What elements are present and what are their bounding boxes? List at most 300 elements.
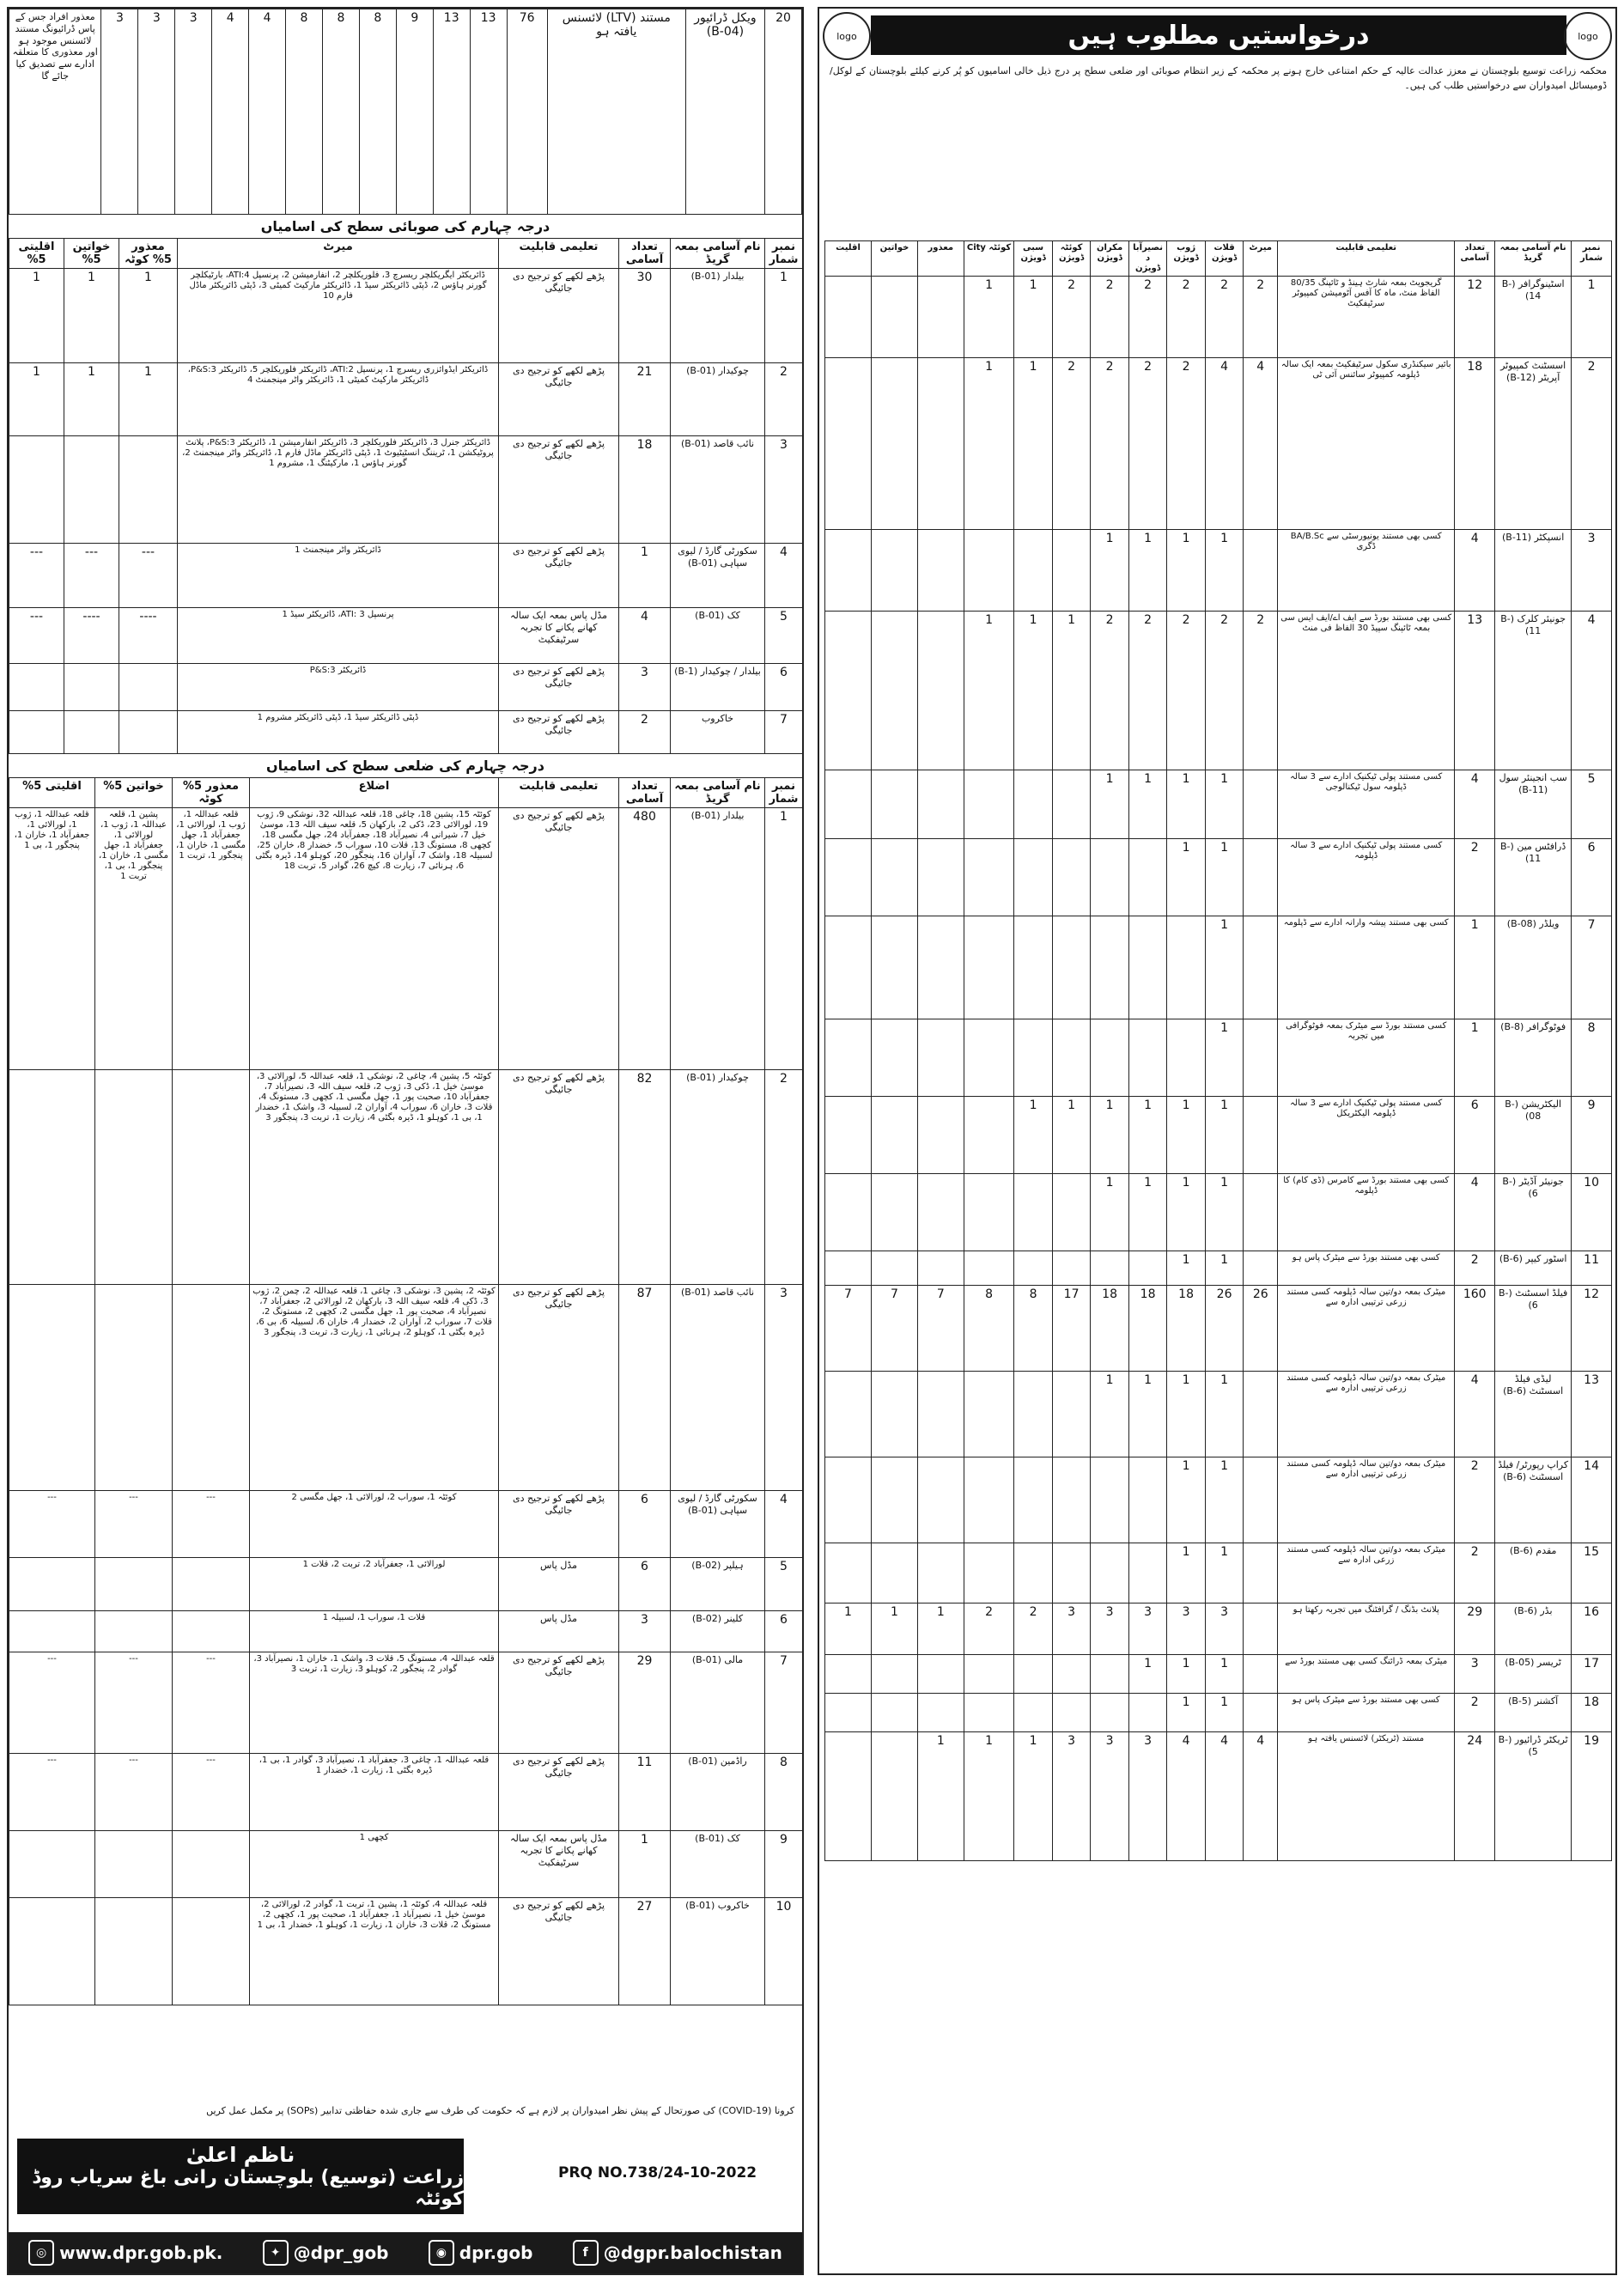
division-count: 2 bbox=[1128, 358, 1167, 530]
division-count bbox=[964, 1251, 1014, 1286]
qualification: کسی مستند پولی ٹیکنیک ادارے سے 3 سالہ ڈپلومہ bbox=[1278, 839, 1455, 916]
post-count: 1 bbox=[1455, 916, 1495, 1019]
globe-icon: ◎ bbox=[28, 2240, 54, 2266]
division-count bbox=[825, 1251, 872, 1286]
post-count: 6 bbox=[1455, 1097, 1495, 1174]
division-count bbox=[872, 1174, 918, 1251]
women-quota bbox=[95, 1070, 173, 1285]
division-count: 2 bbox=[1167, 277, 1206, 358]
division-count bbox=[917, 1694, 964, 1732]
merit-allocation: ڈائریکٹر P&S:3 bbox=[178, 664, 499, 711]
division-count: 3 bbox=[1091, 1603, 1129, 1655]
minority-quota bbox=[9, 1611, 95, 1652]
division-count bbox=[917, 839, 964, 916]
division-count: 1 bbox=[1128, 1174, 1167, 1251]
qualification: میٹرک بمعہ دو/تین سالہ ڈپلومہ کسی مستند زرعی ترتیبی ادارہ سے bbox=[1278, 1286, 1455, 1372]
instagram-text: dpr.gob bbox=[459, 2242, 533, 2263]
driver-col: 13 bbox=[433, 9, 470, 215]
covid-note: کرونا (COVID-19) کی صورتحال کے پیش نظر امیدواران پر لازم ہے کہ حکومت کی طرف سے جاری شدہ حفاظتی تدابیر (SOPs) پر مکمل عمل کریں bbox=[206, 2105, 794, 2116]
page-title: درخواستیں مطلوب ہیں bbox=[871, 15, 1566, 55]
division-count: 18 bbox=[1167, 1286, 1206, 1372]
division-count: 2 bbox=[1244, 612, 1278, 770]
qualification: پڑھے لکھے کو ترجیح دی جائیگی bbox=[499, 1491, 619, 1558]
table-row bbox=[825, 277, 1612, 358]
division-count bbox=[1052, 770, 1091, 839]
division-count bbox=[964, 770, 1014, 839]
row-number: 15 bbox=[1572, 1543, 1612, 1603]
post-name: فوٹوگرافر (B-8) bbox=[1495, 1019, 1572, 1097]
division-count: 1 bbox=[872, 1603, 918, 1655]
row-number: 8 bbox=[1572, 1019, 1612, 1097]
division-count bbox=[964, 1372, 1014, 1457]
qualification: کسی مستند بورڈ سے میٹرک بمعہ فوٹوگرافی میں تجربہ bbox=[1278, 1019, 1455, 1097]
post-name: جونیئر کلرک (B-11) bbox=[1495, 612, 1572, 770]
division-count: 1 bbox=[1205, 530, 1244, 612]
driver-row-table bbox=[9, 9, 802, 215]
post-count: 4 bbox=[1455, 1372, 1495, 1457]
minority-quota bbox=[9, 1831, 95, 1898]
post-name: آکشنر (B-5) bbox=[1495, 1694, 1572, 1732]
merit-allocation: ڈائریکٹر ایگریکلچر ریسرچ 3، فلوریکلچر 2، انفارمیشن 2، پرنسپل ATI:4، بارٹیکلچر گورنر ہاؤس 2، ڈپٹی ڈائریکٹر سیڈ 1، ڈائریکٹر مارکیٹ کمیٹی 3، ڈپٹی ڈائریکٹر ماڈل فارم 10 bbox=[178, 269, 499, 363]
column-header: مکران ڈویژن bbox=[1091, 241, 1129, 277]
minority-quota: --- bbox=[9, 1652, 95, 1754]
row-number: 3 bbox=[765, 436, 803, 544]
logo-right: logo bbox=[1564, 12, 1612, 60]
division-count bbox=[872, 1694, 918, 1732]
division-count: 1 bbox=[1052, 612, 1091, 770]
post-name: الیکٹریشن (B-08) bbox=[1495, 1097, 1572, 1174]
row-number: 1 bbox=[765, 269, 803, 363]
division-count bbox=[1052, 916, 1091, 1019]
division-count: 1 bbox=[1205, 916, 1244, 1019]
division-count bbox=[1014, 1019, 1053, 1097]
division-count bbox=[1244, 1655, 1278, 1694]
qualification: پڑھے لکھے کو ترجیح دی جائیگی bbox=[499, 1652, 619, 1754]
column-header: تعلیمی قابلیت bbox=[499, 778, 619, 808]
division-count bbox=[872, 1732, 918, 1861]
division-count bbox=[1052, 1019, 1091, 1097]
website-link[interactable] bbox=[28, 2240, 222, 2266]
division-count bbox=[1167, 1019, 1206, 1097]
post-name: راڈمین (B-01) bbox=[671, 1754, 765, 1831]
division-count bbox=[917, 1019, 964, 1097]
post-count: 480 bbox=[619, 808, 671, 1070]
disabled-quota bbox=[173, 1070, 250, 1285]
post-name: چوکیدار (B-01) bbox=[671, 1070, 765, 1285]
division-count bbox=[825, 1655, 872, 1694]
division-count: 1 bbox=[1014, 277, 1053, 358]
division-count: 1 bbox=[1167, 530, 1206, 612]
table-row bbox=[9, 1831, 803, 1898]
social-bar bbox=[9, 2232, 802, 2273]
women-quota bbox=[64, 664, 119, 711]
division-count: 1 bbox=[1167, 1655, 1206, 1694]
division-count bbox=[964, 1019, 1014, 1097]
division-count: 1 bbox=[917, 1732, 964, 1861]
post-name: بیلدار (B-01) bbox=[671, 269, 765, 363]
division-count bbox=[1052, 1457, 1091, 1543]
division-count: 1 bbox=[917, 1603, 964, 1655]
qualification: پڑھے لکھے کو ترجیح دی جائیگی bbox=[499, 544, 619, 608]
post-name: ٹریسر (B-05) bbox=[1495, 1655, 1572, 1694]
post-count: 11 bbox=[619, 1754, 671, 1831]
twitter-icon: ✦ bbox=[263, 2240, 289, 2266]
qualification: پڑھے لکھے کو ترجیح دی جائیگی bbox=[499, 363, 619, 436]
column-header: ژوب ڈویژن bbox=[1167, 241, 1206, 277]
division-count bbox=[917, 1543, 964, 1603]
division-count: 4 bbox=[1167, 1732, 1206, 1861]
column-header: تعداد آسامی bbox=[1455, 241, 1495, 277]
row-number: 11 bbox=[1572, 1251, 1612, 1286]
post-name: سکورٹی گارڈ / لیوی سپاہی (B-01) bbox=[671, 1491, 765, 1558]
women-quota: --- bbox=[64, 544, 119, 608]
post-count: 3 bbox=[619, 1611, 671, 1652]
table-row bbox=[825, 1251, 1612, 1286]
division-count: 1 bbox=[1091, 1372, 1129, 1457]
district-table bbox=[9, 777, 803, 2005]
row-number: 2 bbox=[1572, 358, 1612, 530]
division-count: 1 bbox=[1205, 1694, 1244, 1732]
division-count: 1 bbox=[1091, 770, 1129, 839]
division-count bbox=[1052, 530, 1091, 612]
facebook-text: @dgpr.balochistan bbox=[603, 2242, 782, 2263]
division-count bbox=[1128, 916, 1167, 1019]
division-count bbox=[1244, 770, 1278, 839]
minority-quota: قلعہ عبداللہ 1، ژوب 1، لورالائی 1، جعفرآباد 1، خاران 1، پنجگور 1، بی 1 bbox=[9, 808, 95, 1070]
instagram-link[interactable] bbox=[429, 2240, 533, 2266]
post-name: خاکروب (B-01) bbox=[671, 1898, 765, 2005]
row-number: 9 bbox=[1572, 1097, 1612, 1174]
column-header: خواتین 5% bbox=[95, 778, 173, 808]
post-count: 18 bbox=[1455, 358, 1495, 530]
minority-quota: 1 bbox=[9, 269, 64, 363]
disabled-quota: --- bbox=[173, 1754, 250, 1831]
post-count: 4 bbox=[1455, 530, 1495, 612]
disabled-quota bbox=[119, 711, 178, 754]
disabled-quota: قلعہ عبداللہ 1، ژوب 1، لورالائی 1، جعفرآباد 1، جھل مگسی 1، خاران 1، پنجگور 1، تربت 1 bbox=[173, 808, 250, 1070]
division-count bbox=[1128, 839, 1167, 916]
post-count: 30 bbox=[619, 269, 671, 363]
division-count: 3 bbox=[1205, 1603, 1244, 1655]
row-number: 17 bbox=[1572, 1655, 1612, 1694]
women-quota: پشین 1، قلعہ عبداللہ 1، ژوب 1، لورالائی 1، جعفرآباد 1، جھل مگسی 1، خاران 1، پنجگور 1، بی 1، تربت 1 bbox=[95, 808, 173, 1070]
table-row bbox=[9, 711, 803, 754]
qualification: مستند (ٹریکٹر) لائسنس یافتہ ہو bbox=[1278, 1732, 1455, 1861]
table-row bbox=[825, 1732, 1612, 1861]
division-count: 18 bbox=[1091, 1286, 1129, 1372]
division-count bbox=[1244, 1097, 1278, 1174]
post-name: لیڈی فیلڈ اسسٹنٹ (B-6) bbox=[1495, 1372, 1572, 1457]
women-quota bbox=[64, 711, 119, 754]
row-number: 4 bbox=[1572, 612, 1612, 770]
division-count: 18 bbox=[1128, 1286, 1167, 1372]
division-count: 1 bbox=[1167, 1097, 1206, 1174]
division-count: 1 bbox=[1167, 1694, 1206, 1732]
table-row bbox=[825, 612, 1612, 770]
women-quota: --- bbox=[95, 1652, 173, 1754]
facebook-icon: f bbox=[573, 2240, 599, 2266]
division-count: 2 bbox=[1128, 612, 1167, 770]
table-row bbox=[825, 1174, 1612, 1251]
women-quota: 1 bbox=[64, 363, 119, 436]
district-allocation: کوئٹہ 5، پشین 4، چاغی 2، نوشکی 1، قلعہ عبداللہ 5، لورالائی 3، موسیٰ خیل 1، ڈکی 3، ژوب 2، قلعہ سیف اللہ 3، نصیرآباد 7، جعفرآباد 10، صحبت پور 1، جھل مگسی 1، کچھی 3، مستونگ 4، قلات 3، خاران 6، سوراب 4، آواران 2، لسبیلہ 3، واشک 1، خضدار 1، بی 1، کوہلو 1، ڈیرہ بگٹی 4، زیارت 1، تربت 3، پنجگور 3 bbox=[250, 1070, 499, 1285]
division-count: 1 bbox=[1205, 1019, 1244, 1097]
division-count: 8 bbox=[1014, 1286, 1053, 1372]
division-count bbox=[1244, 916, 1278, 1019]
post-count: 1 bbox=[1455, 1019, 1495, 1097]
district-allocation: قلعہ عبداللہ 1، چاغی 3، جعفرآباد 1، نصیرآباد 3، گوادر 1، بی 1، ڈیرہ بگٹی 1، زیارت 1، خضدار 1 bbox=[250, 1754, 499, 1831]
qualification: کسی بھی مستند یونیورسٹی سے BA/B.Sc ڈگری bbox=[1278, 530, 1455, 612]
division-count: 2 bbox=[1091, 358, 1129, 530]
table-row bbox=[825, 1019, 1612, 1097]
division-count: 1 bbox=[1205, 1543, 1244, 1603]
post-count: 6 bbox=[619, 1558, 671, 1611]
division-count bbox=[1244, 1543, 1278, 1603]
prq-number: PRQ NO.738/24-10-2022 bbox=[558, 2164, 757, 2182]
division-count: 3 bbox=[1128, 1732, 1167, 1861]
driver-col: 13 bbox=[470, 9, 507, 215]
division-count: 1 bbox=[1167, 1457, 1206, 1543]
post-name: ہیلپر (B-02) bbox=[671, 1558, 765, 1611]
post-name: مقدم (B-6) bbox=[1495, 1543, 1572, 1603]
row-number: 9 bbox=[765, 1831, 803, 1898]
post-count: 2 bbox=[1455, 1457, 1495, 1543]
disabled-quota: --- bbox=[173, 1491, 250, 1558]
qualification: میٹرک بمعہ ڈرائنگ کسی بھی مستند بورڈ سے bbox=[1278, 1655, 1455, 1694]
post-count: 2 bbox=[1455, 839, 1495, 916]
driver-total: 76 bbox=[507, 9, 547, 215]
column-header: میرٹ bbox=[178, 239, 499, 269]
district-allocation: کوئٹہ 1، سوراب 2، لورالائی 1، جھل مگسی 2 bbox=[250, 1491, 499, 1558]
division-count bbox=[917, 770, 964, 839]
post-name: نائب قاصد (B-01) bbox=[671, 1285, 765, 1491]
division-count bbox=[1091, 1457, 1129, 1543]
row-number: 6 bbox=[765, 1611, 803, 1652]
division-count bbox=[1091, 1694, 1129, 1732]
post-count: 1 bbox=[619, 544, 671, 608]
post-count: 21 bbox=[619, 363, 671, 436]
row-number: 12 bbox=[1572, 1286, 1612, 1372]
division-count: 2 bbox=[1128, 277, 1167, 358]
division-count bbox=[825, 1732, 872, 1861]
table-row bbox=[825, 1694, 1612, 1732]
division-count: 2 bbox=[1167, 358, 1206, 530]
provincial-title: درجہ چہارم کی صوبائی سطح کی اسامیاں bbox=[260, 218, 550, 234]
division-count bbox=[1014, 1174, 1053, 1251]
table-row bbox=[9, 664, 803, 711]
column-header: نام آسامی بمعہ گریڈ bbox=[1495, 241, 1572, 277]
minority-quota bbox=[9, 664, 64, 711]
division-count: 17 bbox=[1052, 1286, 1091, 1372]
post-name: چوکیدار (B-01) bbox=[671, 363, 765, 436]
merit-allocation: ڈائریکٹر واٹر مینجمنٹ 1 bbox=[178, 544, 499, 608]
qualification: مڈل پاس bbox=[499, 1611, 619, 1652]
post-count: 4 bbox=[1455, 1174, 1495, 1251]
division-count: 1 bbox=[1128, 1097, 1167, 1174]
post-name: انسپکٹر (B-11) bbox=[1495, 530, 1572, 612]
division-count bbox=[964, 1457, 1014, 1543]
division-count bbox=[872, 1019, 918, 1097]
row-number: 7 bbox=[1572, 916, 1612, 1019]
division-count: 2 bbox=[1167, 612, 1206, 770]
column-header: نصیرآباد ڈویژن bbox=[1128, 241, 1167, 277]
division-count bbox=[872, 916, 918, 1019]
table-row bbox=[9, 608, 803, 664]
post-name: اسسٹنٹ کمپیوٹر آپریٹر (B-12) bbox=[1495, 358, 1572, 530]
qualification: مڈل پاس bbox=[499, 1558, 619, 1611]
division-count bbox=[872, 1655, 918, 1694]
office-title: ناظم اعلیٰ bbox=[186, 2143, 295, 2167]
table-row bbox=[9, 1285, 803, 1491]
post-count: 29 bbox=[1455, 1603, 1495, 1655]
column-header: نام آسامی بمعہ گریڈ bbox=[671, 778, 765, 808]
post-name: بیلدار (B-01) bbox=[671, 808, 765, 1070]
post-count: 3 bbox=[619, 664, 671, 711]
division-count bbox=[1167, 916, 1206, 1019]
disabled-quota bbox=[173, 1558, 250, 1611]
minority-quota bbox=[9, 1285, 95, 1491]
division-count: 2 bbox=[1091, 277, 1129, 358]
division-count bbox=[1128, 1694, 1167, 1732]
qualification: کسی بھی مستند بورڈ سے ایف اے/ایف ایس سی بمعہ ٹائپنگ سپیڈ 30 الفاظ فی منٹ bbox=[1278, 612, 1455, 770]
division-count bbox=[1244, 1174, 1278, 1251]
table-row bbox=[825, 1655, 1612, 1694]
division-count bbox=[825, 1097, 872, 1174]
division-count bbox=[917, 1097, 964, 1174]
division-count bbox=[1128, 1543, 1167, 1603]
division-count bbox=[825, 277, 872, 358]
division-count bbox=[1014, 1372, 1053, 1457]
division-count: 8 bbox=[964, 1286, 1014, 1372]
table-row bbox=[9, 544, 803, 608]
post-name: کک (B-01) bbox=[671, 1831, 765, 1898]
table-row bbox=[9, 363, 803, 436]
row-number: 1 bbox=[765, 808, 803, 1070]
column-header: نمبر شمار bbox=[1572, 241, 1612, 277]
division-count bbox=[1052, 1694, 1091, 1732]
division-count bbox=[917, 277, 964, 358]
women-quota bbox=[95, 1285, 173, 1491]
division-count: 4 bbox=[1244, 1732, 1278, 1861]
post-count: 1 bbox=[619, 1831, 671, 1898]
division-count: 1 bbox=[1167, 1251, 1206, 1286]
division-count bbox=[872, 1251, 918, 1286]
women-quota: 1 bbox=[64, 269, 119, 363]
driver-post: ویکل ڈرائیور (B-04) bbox=[685, 9, 764, 215]
minority-quota: --- bbox=[9, 1491, 95, 1558]
division-count bbox=[1014, 770, 1053, 839]
division-count bbox=[1244, 530, 1278, 612]
driver-col: 4 bbox=[249, 9, 286, 215]
post-name: نائب قاصد (B-01) bbox=[671, 436, 765, 544]
division-count bbox=[872, 1543, 918, 1603]
division-count: 7 bbox=[825, 1286, 872, 1372]
minority-quota bbox=[9, 1070, 95, 1285]
division-count: 4 bbox=[1244, 358, 1278, 530]
disabled-quota: 1 bbox=[119, 363, 178, 436]
division-count bbox=[1244, 1372, 1278, 1457]
row-number: 7 bbox=[765, 1652, 803, 1754]
division-count bbox=[1091, 1251, 1129, 1286]
office-name: زراعت (توسیع) بلوچستان رانی باغ سریاب روڈ کوئٹہ bbox=[32, 2167, 464, 2210]
post-count: 87 bbox=[619, 1285, 671, 1491]
division-count bbox=[825, 1019, 872, 1097]
division-count: 2 bbox=[1205, 612, 1244, 770]
division-count bbox=[964, 1543, 1014, 1603]
division-count bbox=[964, 1174, 1014, 1251]
twitter-text: @dpr_gob bbox=[293, 2242, 389, 2263]
vacancy-table-main bbox=[824, 240, 1612, 1861]
qualification: میٹرک بمعہ دو/تین سالہ ڈپلومہ کسی مستند زرعی ترتیبی ادارہ سے bbox=[1278, 1457, 1455, 1543]
table-row bbox=[825, 358, 1612, 530]
column-header: سبی ڈویژن bbox=[1014, 241, 1053, 277]
division-count: 1 bbox=[1128, 1372, 1167, 1457]
row-number: 5 bbox=[765, 1558, 803, 1611]
post-count: 13 bbox=[1455, 612, 1495, 770]
column-header: خواتین bbox=[872, 241, 918, 277]
district-allocation: قلعہ عبداللہ 4، کوئٹہ 1، پشین 1، تربت 1، گوادر 2، لورالائی 2، موسیٰ خیل 1، نصیرآباد 1، جعفرآباد 1، صحبت پور 1، کچھی 2، مستونگ 2، قلات 3، خاران 1، زیارت 1، کوہلو 1، خضدار 1، بی 1 bbox=[250, 1898, 499, 2005]
provincial-table bbox=[9, 238, 803, 754]
qualification: پڑھے لکھے کو ترجیح دی جائیگی bbox=[499, 436, 619, 544]
twitter-link[interactable] bbox=[263, 2240, 389, 2266]
disabled-quota: ---- bbox=[119, 608, 178, 664]
post-count: 6 bbox=[619, 1491, 671, 1558]
division-count bbox=[964, 839, 1014, 916]
disabled-quota bbox=[119, 664, 178, 711]
district-allocation: قلات 1، سوراب 1، لسبیلہ 1 bbox=[250, 1611, 499, 1652]
row-number: 3 bbox=[765, 1285, 803, 1491]
row-number: 1 bbox=[1572, 277, 1612, 358]
table-row bbox=[825, 1457, 1612, 1543]
qualification: پڑھے لکھے کو ترجیح دی جائیگی bbox=[499, 711, 619, 754]
column-header: اقلیت bbox=[825, 241, 872, 277]
district-allocation: کوئٹہ 15، پشین 18، چاغی 18، قلعہ عبداللہ 32، نوشکی 9، ژوب 19، لورالائی 23، ڈکی 2، بارکھان 5، قلعہ سیف اللہ 13، موسیٰ خیل 7، شیرانی 4، نصیرآباد 18، جعفرآباد 24، جھل مگسی 18، کچھی 8، مستونگ 13، قلات 10، سوراب 5، خضدار 8، خاران 25، لسبیلہ 18، واشک 7، آواران 16، پنجگور 20، کوہلو 14، ڈیرہ بگٹی 6، ہرنائی 7، زیارت 8، کیچ 26، گوادر 5، تربت 18 bbox=[250, 808, 499, 1070]
division-count: 1 bbox=[1014, 1732, 1053, 1861]
minority-quota: --- bbox=[9, 544, 64, 608]
facebook-link[interactable] bbox=[573, 2240, 782, 2266]
qualification: پڑھے لکھے کو ترجیح دی جائیگی bbox=[499, 808, 619, 1070]
post-name: سکورٹی گارڈ / لیوی سپاہی (B-01) bbox=[671, 544, 765, 608]
disabled-quota: 1 bbox=[119, 269, 178, 363]
division-count bbox=[825, 612, 872, 770]
table-row bbox=[9, 1652, 803, 1754]
driver-col: 3 bbox=[101, 9, 138, 215]
table-row bbox=[9, 436, 803, 544]
row-number: 18 bbox=[1572, 1694, 1612, 1732]
table-row bbox=[825, 1286, 1612, 1372]
right-column bbox=[818, 7, 1617, 2275]
driver-col: 3 bbox=[138, 9, 175, 215]
row-number: 2 bbox=[765, 363, 803, 436]
women-quota: --- bbox=[95, 1754, 173, 1831]
driver-note: معذور افراد جس کے پاس ڈرائیونگ مستند لائسنس موجود ہو اور معذوری کا متعلقہ ادارے سے تصدیق کیا جائے گا bbox=[9, 9, 101, 215]
division-count bbox=[825, 1372, 872, 1457]
row-number: 16 bbox=[1572, 1603, 1612, 1655]
table-row bbox=[825, 770, 1612, 839]
division-count: 7 bbox=[872, 1286, 918, 1372]
division-count bbox=[825, 839, 872, 916]
column-header: میرٹ bbox=[1244, 241, 1278, 277]
division-count bbox=[1052, 1174, 1091, 1251]
division-count: 3 bbox=[1128, 1603, 1167, 1655]
post-name: اسٹور کیپر (B-6) bbox=[1495, 1251, 1572, 1286]
intro-paragraph: محکمہ زراعت توسیع بلوچستان نے معزز عدالت عالیہ کے حکم امتناعی خارج ہونے پر محکمہ کے زیر انتظام صوبائی اور ضلعی سطح پر درج ذیل خالی اسامیوں کو پُر کرنے کیلئے بلوچستان کے لوکل/ ڈومیسائل امیدواران سے درخواستیں طلب کی ہیں۔ bbox=[830, 65, 1607, 92]
women-quota bbox=[95, 1831, 173, 1898]
driver-col: 8 bbox=[322, 9, 359, 215]
district-allocation: کچھی 1 bbox=[250, 1831, 499, 1898]
division-count bbox=[872, 277, 918, 358]
post-count: 29 bbox=[619, 1652, 671, 1754]
